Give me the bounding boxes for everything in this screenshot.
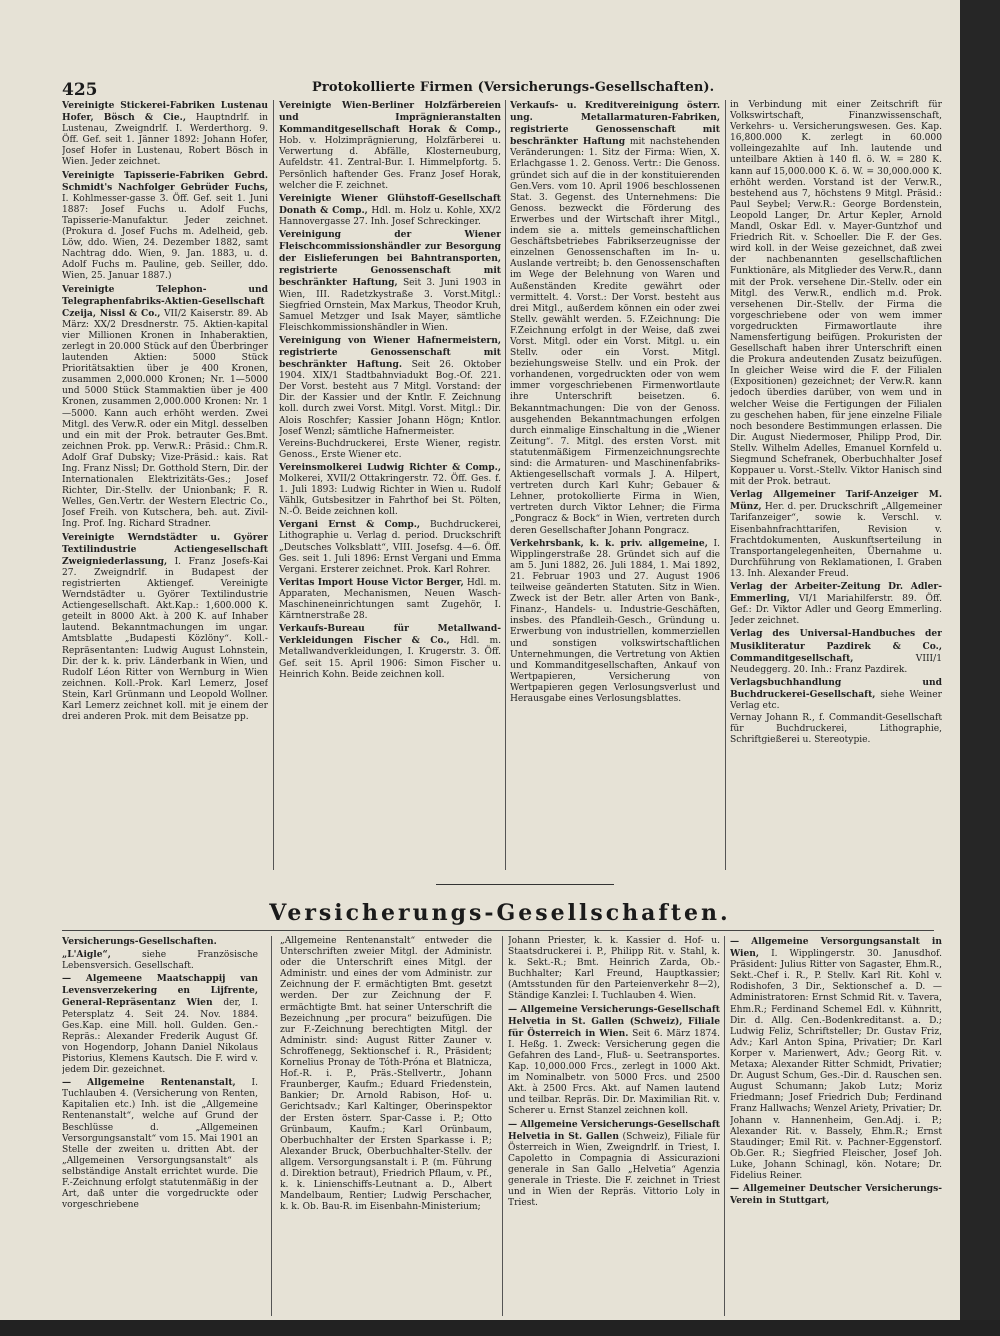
column-rule <box>725 100 726 870</box>
directory-entry <box>730 677 942 712</box>
entry-text: Vernay Johann R., f. Commandit-Gesellschaft für Buchdruckerei, Lithographie, Schriftgießerei u. Stereotypie. <box>730 713 942 746</box>
entry-name: Vereinigte Werndstädter u. Györer Textilindustrie Actiengesellschaft Zweigniederlassung, <box>62 531 268 567</box>
lower-column-3 <box>508 936 720 1316</box>
entry-text: Hdl. m. Holz u. Kohle, XX/2 Hannovergasse 27. Inh. Josef Schreckinger. <box>279 205 501 227</box>
entry-text: siehe Weiner Verlag etc. <box>730 689 942 711</box>
entry-text: Seit 3. Juni 1903 in Wien, III. Radetzkystraße 3. Vorst.Mitgl.: Siegfried Ornstein, Max Markus, Theodor Kruh, Samuel Metzger und Isak Mayer, sämtliche Fleischkommissionshändler in Wien. <box>279 278 501 333</box>
entry-name: Verkehrsbank, k. k. priv. allgemeine, <box>510 537 708 549</box>
entry-name: — Allgemeine Versicherungs-Gesellschaft Helvetia in St. Gallen <box>508 1118 720 1142</box>
entry-text: Seit 6. März 1874. I. Heßg. 1. Zweck: Versicherung gegen die Gefahren des Land-, Fluß- u. Seetransportes. Kap. 10,000.000 Frcs., zerlegt in 1000 Akt. im Nominalbetr. von 5000 Frcs. und 2500 Akt. à 2500 Frcs. Akt. auf Namen lautend und teilbar. Repräs. Dir. Dr. Maximilian Rit. v. Scherer u. Ernst Stanzel zeichnen koll. <box>508 1028 720 1117</box>
directory-entry <box>508 1004 720 1118</box>
entry-text: (Schweiz), Filiale für Österreich in Wien, Zweigndrlf. in Triest, I. Capoletto in Compagnia di Assicurazioni generale in San Gallo „Helvetia“ Agenzia generale in Trieste. Die F. zeichnet in Triest und in Wien der Repräs. Vittorio Loly in Triest. <box>508 1131 720 1209</box>
upper-column-4 <box>730 100 942 868</box>
entry-text: siehe Französische Lebensversich. Gesellschaft. <box>62 950 258 972</box>
entry-name: Verlag der Arbeiter-Zeitung Dr. Adler-Emmerling, <box>730 581 942 605</box>
entry-name: — Allgemeine Versorgungsanstalt in Wien, <box>730 936 942 960</box>
upper-column-1 <box>62 100 268 868</box>
entry-text: VII/2 Kaiserstr. 89. Ab März: XX/2 Dresdnerstr. 75. Aktien-kapital vier Millionen Kronen in Inhaberaktien, zerlegt in 20.000 Stück auf den Überbringer lautenden Aktien: 5000 Stück Prioritätsaktien über je 400 Kronen, zusammen 2,000.000 Kronen; Nr. 1—5000 und 5000 Stück Stammaktien über je 400 Kronen, zusammen 2,000.000 Kronen: Nr. 1—5000. Kann auch erhöht werden. Zwei Mitgl. des Verw.R. oder ein Mitgl. desselben und ein mit der Prok. betrauter Ges.Bmt. zeichnen Prok. pp. Verw.R.: Präsid.: Chm.R. Adolf Graf Dubsky; Vize-Präsid.: kais. Rat Ing. Franz Nissl; Dr. Gotthold Stern, Dir. der Internationalen Elektrizitäts-Ges.; Josef Richter, Dir.-Stellv. der Unionbank; F. R. Welles, Gen.Vertr. der Western Electric Co., Josef Freih. von Kutschera, beh. aut. Zivil-Ing. Prof. Ing. Richard Stradner. <box>62 308 268 530</box>
section-rule <box>62 930 934 931</box>
entry-name: Vereinigte Stickerei-Fabriken Lustenau Hofer, Bösch & Cie., <box>62 100 268 124</box>
directory-entry <box>279 439 501 461</box>
entry-text: Molkerei, XVII/2 Ottakringerstr. 72. Öff. Ges. f. 1. Juli 1893: Ludwig Richter in Wien u. Rudolf Vählk, Gutsbesitzer in Fahrthof bei St. Pölten, N.-Ö. Beide zeichnen koll. <box>279 474 501 518</box>
directory-entry <box>279 577 501 622</box>
entry-name: Verlag des Universal-Handbuches der Musikliteratur Pazdirek & Co., Commanditgesellschaft, <box>730 628 942 664</box>
directory-entry <box>510 100 720 537</box>
entry-name: Vereinsmolkerei Ludwig Richter & Comp., <box>279 461 501 473</box>
directory-entry <box>279 335 501 438</box>
lower-column-2 <box>280 936 492 1316</box>
running-head: Protokollierte Firmen (Versicherungs-Gesellschaften). <box>312 80 715 95</box>
entry-name: Verkaufs-Bureau für Metallwand-Verkleidungen Fischer & Co., <box>279 623 501 647</box>
entry-name: Vereinigung von Wiener Hafnermeistern, registrierte Genossenschaft mit beschränkter Haftung. <box>279 334 501 371</box>
directory-entry <box>730 713 942 746</box>
column-rule <box>505 100 506 870</box>
entry-text: Hauptndrlf. in Lustenau, Zweigndrlf. I. Werderthorg. 9. Öff. Gef. seit 1. Jänner 1892: Johann Hofer, Josef Hofer in Lustenau, Robert Bösch in Wien. Jeder zeichnet. <box>62 113 268 168</box>
directory-entry <box>279 623 501 680</box>
entry-text: VI/1 Mariahilferstr. 89. Öff. Gef.: Dr. Viktor Adler und Georg Emmerling. Jeder zeichnet. <box>730 594 942 627</box>
entry-text: Vereins-Buchdruckerei, Erste Wiener, registr. Genoss., Erste Wiener etc. <box>279 438 501 460</box>
directory-entry <box>62 532 268 724</box>
entry-text: Hdl. m. Metallwandverkleidungen, I. Krugerstr. 3. Öff. Gef. seit 15. April 1906: Simon Fischer u. Heinrich Kohn. Beide zeichnen koll. <box>279 636 501 680</box>
directory-entry <box>730 936 942 1182</box>
directory-entry <box>62 1077 258 1211</box>
section-ornament <box>436 884 614 885</box>
entry-text: in Verbindung mit einer Zeitschrift für Volkswirtschaft, Finanzwissenschaft, Verkehrs- u. Versicherungswesen. Ges. Kap. 16,800.000 K. zerlegt in 60.000 volleingezahlte auf Inh. lautende und unteilbare Aktien à 140 fl. ö. W. = 280 K. kann auf 15,000.000 K. ö. W. = 30,000.000 K. erhöht werden. Vorstand ist der Verw.R., bestehend aus 7, höchstens 9 Mitgl. Präsid.: Paul Seybel; Verw.R.: George Bordenstein, Leopold Langer, Dr. Artur Kepler, Arnold Mandl, Oskar Edl. v. Mayer-Guntzhof und Friedrich Rit. v. Schoeller. Die F. der Ges. wird koll. in der Weise gezeichnet, daß zwei der nachbenannten gesellschaftlichen Funktionäre, als Mitglieder des Verw.R., dann mit der Prok. versehene Dir.-Stellv. oder ein Mitgl. des Verw.R., endlich m.d. Prok. versehenen Dir.-Stellv. der Firma die vorgeschriebene oder von wem immer vorgedruckten Firmawortlaute ihre Namensfertigung beifügen. Prokuristen der Gesellschaft haben ihrer Unterschrift einen die Prokura andeutenden Zusatz beizufügen. In gleicher Weise wird die F. der Filialen (Expositionen) gezeichnet; der Verw.R. kann jedoch überdies darüber, von wem und in welcher Weise die Fertigungen der Filialen zu geschehen haben, für jene einzelne Filiale noch besondere Bestimmungen erlassen. Die Dir. August Niedermoser, Philipp Prod, Dir. Stellv. Wilhelm Adelles, Emanuel Kornfeld u. Siegmund Schefranek, Oberbuchhalter Josef Koppauer u. Vorst.-Stellv. Viktor Hanisch sind mit der Prok. betraut. <box>730 100 942 488</box>
entry-name: Verkaufs- u. Kreditvereinigung österr. ung. Metallarmaturen-Fabriken, registrierte Genossenschaft mit beschränkter Haftung <box>510 100 720 148</box>
directory-entry <box>279 193 501 228</box>
entry-name: Vereinigte Tapisserie-Fabriken Gebrd. Schmidt's Nachfolger Gebrüder Fuchs, <box>62 169 268 193</box>
directory-entry <box>62 284 268 531</box>
entry-text: VIII/1 Neudeggerg. 20. Inh.: Franz Pazdirek. <box>730 653 942 675</box>
entry-text: Hdl. m. Apparaten, Mechanismen, Neuen Wasch-Maschineneinrichtungen samt Zugehör, I. Kärntnerstraße 28. <box>279 577 501 622</box>
entry-text: I. Tuchlauben 4. (Versicherung von Renten, Kapitalien etc.) Inh. ist die „Allgemeine Rentenanstalt“, welche auf Grund der Beschlüsse d. „Allgemeinen Versorgungsanstalt“ vom 15. Mai 1901 an Stelle der zweiten u. dritten Abt. der „Allgemeinen Versorgungsanstalt“ als selbständige Anstalt errichtet wurde. Die F.-Zeichnung erfolgt statutenmäßig in der Art, daß unter die vorgedruckte oder vorgeschriebene <box>62 1078 258 1211</box>
entry-name: „L'Aigle“, <box>62 949 111 961</box>
section-title: Versicherungs-Gesellschaften. <box>269 900 731 926</box>
entry-text: Johann Priester, k. k. Kassier d. Hof- u. Staatsdruckerei i. P., Philipp Rit. v. Stahl, k. k. Sekt.-R.; Bmt. Heinrich Zarda, Ob.-Buchhalter; Karl Freund, Hauptkassier; (Amtsstunden für den Parteienverkehr 8—2), Ständige Kanzlei: I. Tuchlauben 4. Wien. <box>508 936 720 1002</box>
column-rule <box>271 936 272 1316</box>
entry-name: Vereinigung der Wiener Fleischcommissionshändler zur Besorgung der Eislieferungen bei Bahntransporten, registrierte Genossenschaft mit beschränkter Haftung, <box>279 229 501 289</box>
entry-text: „Allgemeine Rentenanstalt“ entweder die Unterschriften zweier Mitgl. der Administr. oder die Unterschrift eines Mitgl. der Administr. und eines der vom Administr. zur Zeichnung der F. ermächtigten Bmt. gesetzt werden. Der zur Zeichnung der F. ermächtigte Bmt. hat seiner Unterschrift die Bezeichnung „per procura“ beizufügen. Die zur F.-Zeichnung berechtigten Mitgl. der Administr. sind: August Ritter Zauner v. Schroffenegg, Sektionschef i. R., Präsident; Kornelius Pronay de Tóth-Próna et Blatnicza, Hof.-R. i. P., Präs.-Stellvertr., Johann Fraunberger, Kaufm.; Eduard Friedenstein, Bankier; Dr. Arnold Rabison, Hof- u. Gerichtsadv.; Karl Kaltinger, Oberinspektor der Ersten österr. Spar-Casse i. P.; Otto Grünbaum, Kaufm.; Karl Orünbaum, Oberbuchhalter der Ersten Sparkasse i. P.; Alexander Bruck, Oberbuchhalter-Stellv. der allgem. Versorgungsanstalt i. P. (m. Führung d. Direktion betraut), Friedrich Pflaum, v. Pf., k. k. Linienschiffs-Leutnant a. D., Albert Mandelbaum, Rentier; Ludwig Perschacher, k. k. Ob. Bau-R. im Eisenbahn-Ministerium; <box>280 936 492 1213</box>
directory-entry <box>730 100 942 488</box>
directory-entry <box>508 1119 720 1210</box>
entry-text: I. Wipplingerstraße 28. Gründet sich auf die am 5. Juni 1882, 26. Juli 1884, 1. Mai 1892, 21. Februar 1903 und 27. August 1906 teilweise geänderten Statuten. Sitz in Wien. Zweck ist der Betr. aller Arten von Bank-, Finanz-, Handels- u. Industrie-Geschäften, insbes. des Pfandleih-Gesch., Gründung u. Erwerbung von industriellen, kommerziellen und sonstigen volkswirtschaftlichen Unternehmungen, die Vertretung von Aktien und Kommanditgesellschaften, Ankauf von Wertpapieren, Versicherung von Wertpapieren gegen Verlosungsverlust und Herausgabe eines Verlosungsblattes. <box>510 538 720 704</box>
directory-entry <box>730 1183 942 1207</box>
directory-entry <box>508 936 720 1003</box>
entry-text: mit nachstehenden Veränderungen: 1. Sitz der Firma: Wien, X. Erlachgasse 1. 2. Genoss. Vertr.: Die Genoss. gründet sich auf die in der konstituierenden Gen.Vers. vom 10. April 1906 beschlossenen Stat. 3. Gegenst. des Unternehmens: Die Genoss. bezweckt die Förderung des Erwerbes und der Wirtschaft ihrer Mitgl., indem sie a. mittels gemeinschaftlichen Geschäftsbetriebes Fabrikserzeugnisse der einzelnen Genossenschaften im In- u. Auslande vertreibt; b. den Genossenschaften im Wege der Belehnung von Waren und Außenständen Kredite gewährt oder vermittelt. 4. Vorst.: Der Vorst. besteht aus drei Mitgl., außerdem können ein oder zwei Stellv. gewählt werden. 5. F.Zeichnung: Die F.Zeichnung erfolgt in der Weise, daß zwei Vorst. Mitgl. oder ein Vorst. Mitgl. u. ein Stellv. oder ein Vorst. Mitgl. beziehungsweise Stellv. und ein Prok. der vorhandenen, vorgedruckten oder von wem immer vorgeschriebenen Firmenwortlaute ihre Unterschrift beisetzen. 6. Bekanntmachungen: Die von der Genoss. ausgehenden Bekanntmachungen erfolgen durch einmalige Einschaltung in die „Wiener Zeitung“. 7. Mitgl. des ersten Vorst. mit statutenmäßigem Firmenzeichnungsrechte sind: die Armaturen- und Maschinenfabriks-Aktiengesellschaft vormals J. A. Hilpert, vertreten durch Karl Kuhr; Gebauer & Lehner, protokollierte Firma in Wien, vertreten durch Viktor Lehner; die Firma „Pongracz & Bock“ in Wien, vertreten durch deren Gesellschafter Johann Pongracz. <box>510 137 720 536</box>
upper-column-3 <box>510 100 720 868</box>
directory-entry <box>730 489 942 580</box>
upper-column-2 <box>279 100 501 868</box>
column-rule <box>502 936 503 1316</box>
directory-entry <box>279 462 501 518</box>
entry-text: I. Franz Josefs-Kai 27. Zweigndrlf. in Budapest der registrierten Aktiengef. Vereinigte Werndstädter u. Györer Textilindustrie Actiengesellschaft. Akt.Kap.: 1,600.000 K. geteilt in 8000 Akt. à 200 K. auf Inhaber lautend. Bekanntmachungen im ungar. Amtsblatte „Budapesti Közlöny“. Koll.-Repräsentanten: Ludwig August Lohnstein, Dir. der k. k. priv. Länderbank in Wien, und Rudolf Léon Ritter von Wernburg in Wien zeichnen. Koll.-Prok. Karl Lemerz, Josef Stein, Karl Grünmann und Leopold Wollner. Karl Lemerz zeichnet koll. mit je einem der drei anderen Prok. mit dem Beisatze pp. <box>62 556 268 723</box>
lower-column-1 <box>62 936 258 1316</box>
entry-name: Verlag Allgemeiner Tarif-Anzeiger M. Münz, <box>730 489 942 513</box>
entry-text: Hob. v. Holzimprägnierung, Holzfärberei u. Verwertung d. Abfälle, Klosterneuburg, Aufeldstr. 41. Zentral-Bur. I. Himmelpfortg. 5. Persönlich haftender Ges. Franz Josef Horak, welcher die F. zeichnet. <box>279 136 501 191</box>
directory-entry <box>62 949 258 972</box>
entry-name: Vergani Ernst & Comp., <box>279 519 421 531</box>
entry-text: Her. d. per. Druckschrift „Allgemeiner Tarifanzeiger“, sowie k. Verschl. v. Eisenbahnfrachttarifen, Revision v. Frachtdokumenten, Auskunftserteilung in Transportangelegenheiten, Übernahme u. Durchführung von Reklamationen, I. Graben 13. Inh. Alexander Freud. <box>730 502 942 579</box>
entry-name: — Allgemeiner Deutscher Versicherungs-Verein in Stuttgart, <box>730 1183 942 1207</box>
entry-name: Vereinigte Wien-Berliner Holzfärbereien und Imprägnieranstalten Kommanditgesellschaft Horak & Comp., <box>279 100 501 136</box>
page-number: 425 <box>62 80 98 100</box>
entry-name: Versicherungs-Gesellschaften. <box>62 936 217 947</box>
entry-text: I. Wipplingerstr. 30. Janusdhof. Präsident: Julius Ritter von Sagaster, Ehm.R., Sekt.-Chef i. R., P. Stellv. Karl Rit. Kohl v. Rodishofen, 3 Dir., Sektionschef a. D. — Administratoren: Ernst Schmid Rit. v. Tavera, Ehm.R.; Ferdinand Schemel Edl. v. Kühnritt, Dir. d. Allg. Cen.-Bodenkreditanst. a. D.; Ludwig Feliz, Schriftsteller; Dr. Gustav Friz, Adv.; Karl Anton Spina, Privatier; Dr. Karl Korper v. Marienwert, Adv.; Georg Rit. v. Metaxa; Alexander Ritter Schmidt, Privatier; Dr. August Schum, Ges.-Dir. d. Rauschen sen. August Schumann; Jakob Lutz; Moriz Friedmann; Josef Friedrich Dub; Ferdinand Franz Hallwachs; Wenzel Ariety, Privatier; Dr. Johann v. Hannenheim, Gen.Adj. i. P.; Alexander Rit. v. Bassely, Ehm.R.; Ernst Staudinger; Emil Rit. v. Pachner-Eggenstorf. Ob.Ger. R.; Siegfried Fleischer, Josef Joh. Luke, Johann Schinagl, kön. Notare; Dr. Fidelius Reiner. <box>730 949 942 1181</box>
entry-name: Verlagsbuchhandlung und Buchdruckerei-Gesellschaft, <box>730 676 942 700</box>
entry-name: — Algemeene Maatschappij van Levensverzekering en Lijfrente, General-Repräsentanz Wien <box>62 973 258 1009</box>
lower-column-4 <box>730 936 942 1316</box>
entry-name: — Allgemeine Rentenanstalt, <box>62 1077 236 1089</box>
entry-name: Veritas Import House Victor Berger, <box>279 576 464 588</box>
directory-entry <box>730 628 942 675</box>
entry-text: Seit 26. Oktober 1904. XIX/1 Stadtbahnviadukt Bog.-Of. 221. Der Vorst. besteht aus 7 Mitgl. Vorstand: der Dir. der Kassier und der Kntlr. F. Zeichnung koll. durch zwei Vorst. Mitgl. Vorst. Mitgl.: Dir. Alois Roschfer; Kassier Johann Högn; Kntlor. Josef Wenzl; sämtliche Hafnermeister. <box>279 360 501 437</box>
directory-entry <box>279 519 501 575</box>
directory-entry <box>279 100 501 192</box>
scan-shadow <box>960 0 1000 1336</box>
directory-entry <box>62 973 258 1076</box>
directory-entry <box>279 229 501 334</box>
directory-entry <box>510 538 720 705</box>
entry-text: der, I. Petersplatz 4. Seit 24. Nov. 1884. Ges.Kap. eine Mill. holl. Gulden. Gen.-Repräs.: Alexander Frederik August Gf. von Hogendorp, Johann Daniel Nikolaus Pistorius, Klemens Kautsch. Die F. wird v. jedem Dir. gezeichnet. <box>62 998 258 1076</box>
column-rule <box>273 100 274 870</box>
directory-entry <box>730 581 942 627</box>
entry-name: Vereinigte Wiener Glühstoff-Gesellschaft Donath & Comp., <box>279 192 501 216</box>
entry-text: Buchdruckerei, Lithographie u. Verlag d. period. Druckschrift „Deutsches Volksblatt“, VIII. Josefsg. 4—6. Öff. Ges. seit 1. Juli 1896: Ernst Vergani und Emma Vergani. Ersterer zeichnet. Prok. Karl Rohrer. <box>279 520 501 575</box>
directory-entry <box>280 936 492 1213</box>
entry-name: — Allgemeine Versicherungs-Gesellschaft Helvetia in St. Gallen (Schweiz), Filiale für Österreich in Wien. <box>508 1003 720 1039</box>
column-rule <box>724 936 725 1316</box>
scan-shadow <box>0 1320 1000 1336</box>
entry-name: Vereinigte Telephon- und Telegraphenfabriks-Aktien-Gesellschaft Czeija, Nissl & Co., <box>62 283 268 319</box>
entry-text: I. Kohlmesser-gasse 3. Öff. Gef. seit 1. Juni 1887: Josef Fuchs u. Adolf Fuchs, Tapisserie-Manufaktur. Jeder zeichnet. (Prokura d. Josef Fuchs m. Adelheid, geb. Löw, ddo. Wien, 24. Dezember 1882, samt Nachtrag ddo. Wien, 9. Jan. 1883, u. d. Adolf Fuchs m. Pauline, geb. Seiller, ddo. Wien, 25. Januar 1887.) <box>62 193 268 282</box>
directory-entry <box>62 100 268 169</box>
directory-entry <box>62 170 268 283</box>
directory-entry <box>62 936 258 948</box>
